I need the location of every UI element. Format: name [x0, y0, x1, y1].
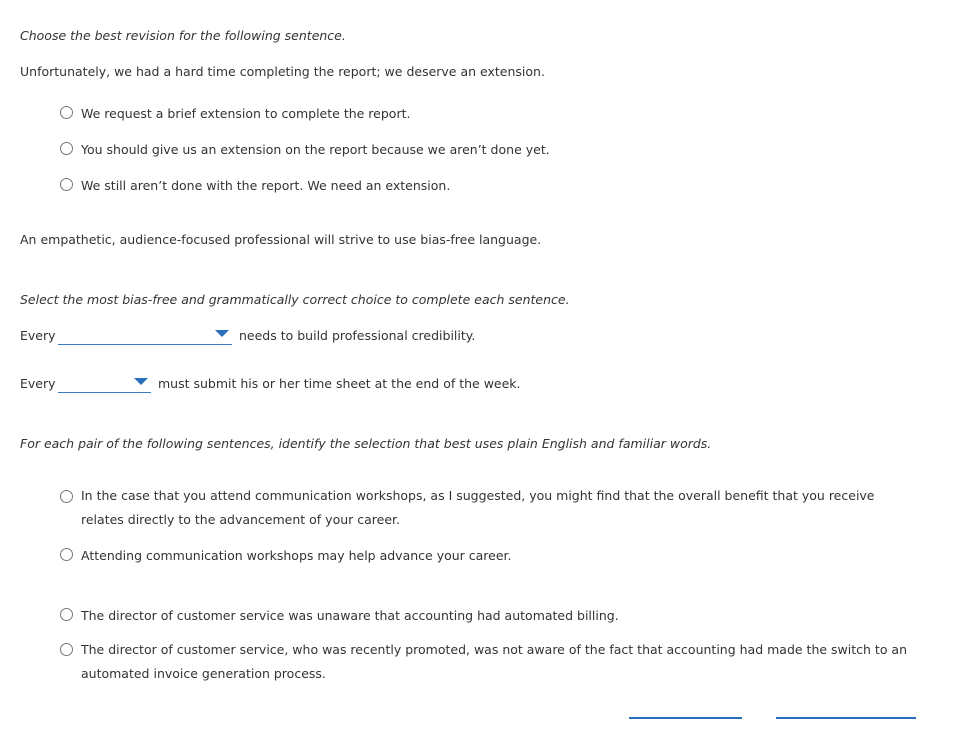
q1-option-3-radio[interactable] — [60, 178, 73, 191]
footer-button-right[interactable] — [776, 717, 916, 729]
q3-instruction: For each pair of the following sentences, identify the selection that best uses plain English and familiar words. — [20, 436, 712, 451]
q2-s1-before: Every — [20, 328, 56, 343]
q1-option-2-label[interactable]: You should give us an extension on the report because we aren’t done yet. — [81, 142, 550, 157]
footer-button-left[interactable] — [629, 717, 742, 729]
caret-down-icon — [134, 378, 148, 385]
q1-option-1-radio[interactable] — [60, 106, 73, 119]
q1-option-1-label[interactable]: We request a brief extension to complete the report. — [81, 106, 411, 121]
q2-s1-after: needs to build professional credibility. — [239, 328, 476, 343]
q2-s2-before: Every — [20, 376, 56, 391]
q1-sentence: Unfortunately, we had a hard time completing the report; we deserve an extension. — [20, 64, 545, 79]
q2-s2-dropdown[interactable] — [58, 374, 151, 393]
q3-pair1-option-1-label[interactable]: In the case that you attend communication workshops, as I suggested, you might find that the overall benefit that you receive relates directly to the advancement of your career. — [81, 488, 875, 527]
q2-s1-dropdown[interactable] — [58, 326, 232, 345]
q3-pair1-option-2-radio[interactable] — [60, 548, 73, 561]
caret-down-icon — [215, 330, 229, 337]
q2-s2-after: must submit his or her time sheet at the end of the week. — [158, 376, 521, 391]
q3-pair2-option-1-label[interactable]: The director of customer service was unaware that accounting had automated billing. — [81, 608, 619, 623]
q1-option-3-label[interactable]: We still aren’t done with the report. We need an extension. — [81, 178, 451, 193]
q2-instruction: Select the most bias-free and grammatically correct choice to complete each sentence. — [20, 292, 570, 307]
q3-pair2-option-1-radio[interactable] — [60, 608, 73, 621]
q3-pair1-option-2-label[interactable]: Attending communication workshops may help advance your career. — [81, 548, 512, 563]
q1-option-2-radio[interactable] — [60, 142, 73, 155]
bias-free-intro: An empathetic, audience-focused professional will strive to use bias-free language. — [20, 232, 542, 247]
q3-pair2-option-2-label[interactable]: The director of customer service, who was recently promoted, was not aware of the fact that accounting had made the switch to an automated invoice generation process. — [81, 642, 908, 681]
q3-pair2-option-2-radio[interactable] — [60, 643, 73, 656]
q3-pair1-option-1-radio[interactable] — [60, 490, 73, 503]
q1-instruction: Choose the best revision for the following sentence. — [20, 28, 346, 43]
